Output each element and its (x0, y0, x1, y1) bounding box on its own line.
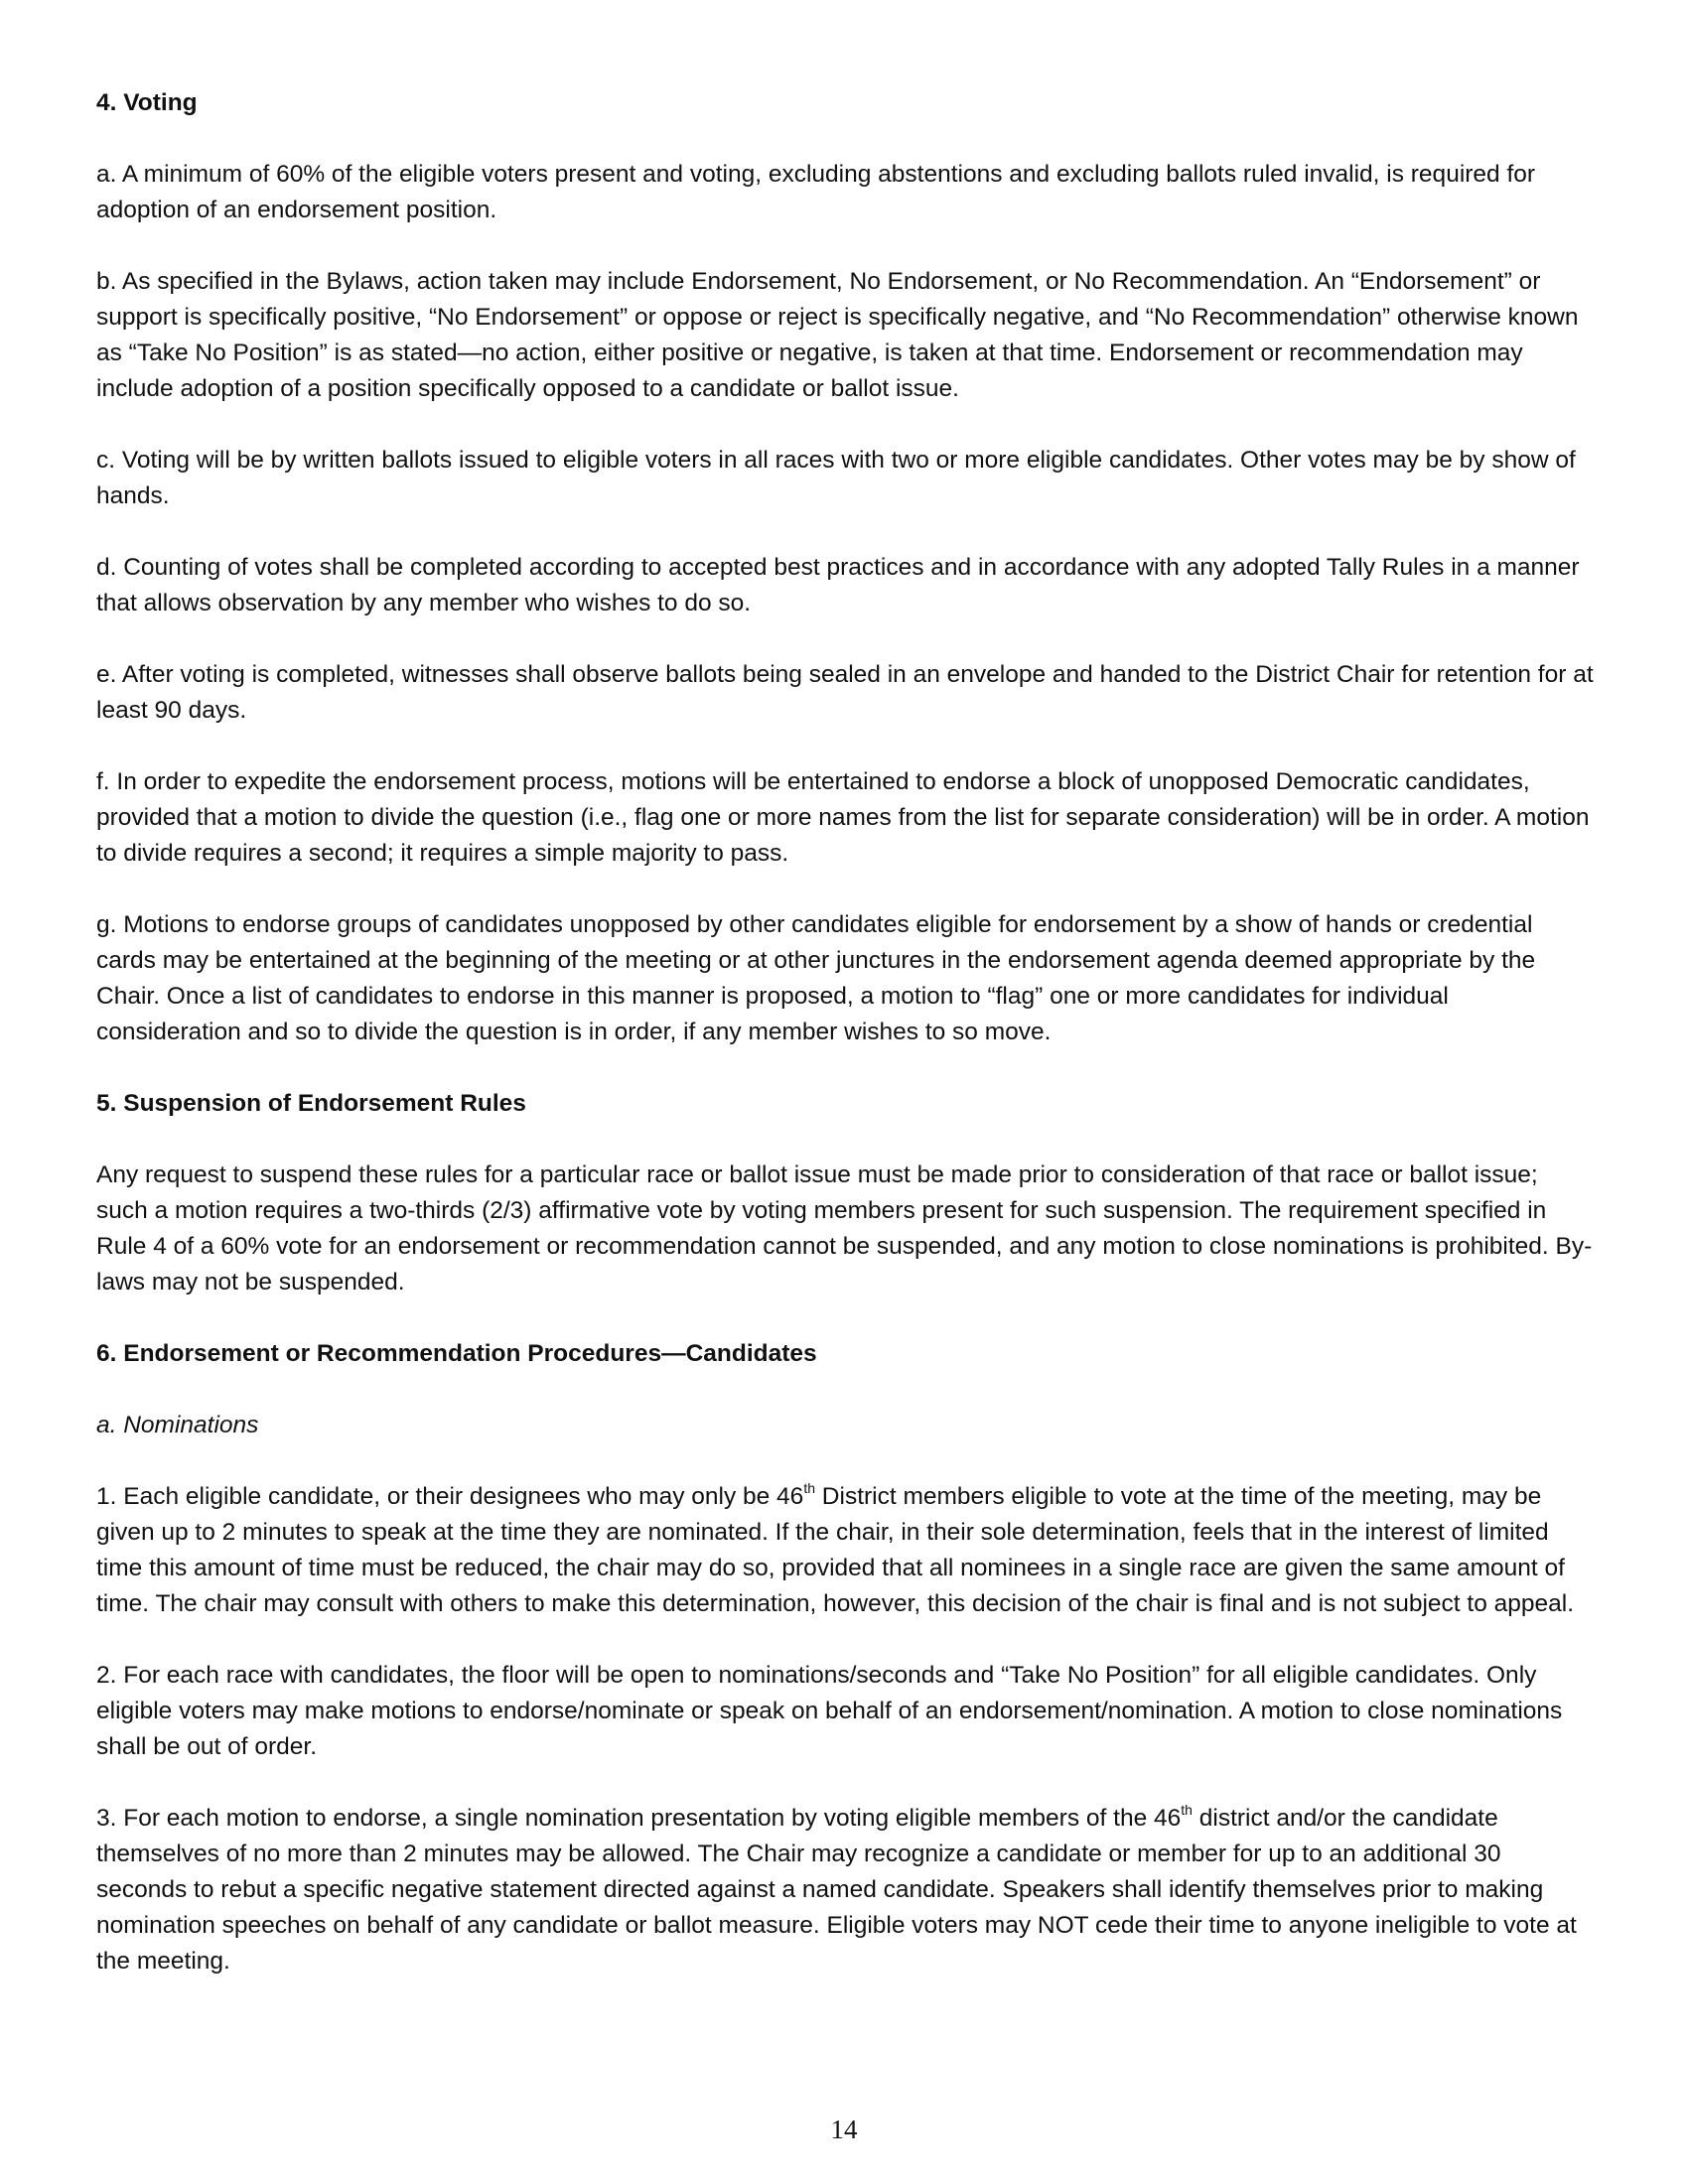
page-number: 14 (830, 2115, 858, 2144)
document-page (96, 85, 1596, 2015)
section-4-paragraph-a: a. A minimum of 60% of the eligible voters present and voting, excluding abstentions and excluding ballots ruled invalid, is required for adoption of an endorsement position. (96, 161, 1536, 223)
section-4-paragraph-b: b. As specified in the Bylaws, action taken may include Endorsement, No Endorsement, or No Recommendation. An “Endorsement” or support is specifically positive, “No Endorsement” or oppose or reject is specifically negative, and “No Recommendation” otherwise known as “Take No Position” is as stated—no action, either positive or negative, is taken at that time. Endorsement or recommendation may include adoption of a position specifically opposed to a candidate or ballot issue. (96, 268, 1579, 402)
item-1-superscript: th (803, 1480, 815, 1496)
section-6-heading: 6. Endorsement or Recommendation Procedures—Candidates (96, 1340, 817, 1367)
section-6-item-1 (96, 1479, 1596, 1622)
section-5-body: Any request to suspend these rules for a particular race or ballot issue must be made prior to consideration of that race or ballot issue; such a motion requires a two-thirds (2/3) affirmative vote by voting members present for such suspension. The requirement specified in Rule 4 of a 60% vote for an endorsement or recommendation cannot be suspended, and any motion to close nominations is prohibited. By-laws may not be suspended. (96, 1161, 1593, 1296)
section-4-paragraph-d: d. Counting of votes shall be completed according to accepted best practices and in accordance with any adopted Tally Rules in a manner that allows observation by any member who wishes to do so. (96, 554, 1580, 616)
section-4-paragraph-g: g. Motions to endorse groups of candidates unopposed by other candidates eligible for endorsement by a show of hands or credential cards may be entertained at the beginning of the meeting or at other junctures in the endorsement agenda deemed appropriate by the Chair. Once a list of candidates to endorse in this manner is proposed, a motion to “flag” one or more candidates for individual consideration and so to divide the question is in order, if any member wishes to so move. (96, 911, 1536, 1045)
section-4-paragraph-e: e. After voting is completed, witnesses shall observe ballots being sealed in an envelope and handed to the District Chair for retention for at least 90 days. (96, 661, 1594, 724)
item-3-superscript: th (1181, 1802, 1193, 1818)
section-4-paragraph-c: c. Voting will be by written ballots issued to eligible voters in all races with two or more eligible candidates. Other votes may be by show of hands. (96, 447, 1576, 509)
section-6-subheading-nominations: a. Nominations (96, 1412, 259, 1438)
item-3-text-start: 3. For each motion to endorse, a single nomination presentation by voting eligible members of the 46 (96, 1805, 1182, 1832)
section-6-item-3 (96, 1801, 1596, 1979)
item-3-text-end: district and/or the candidate themselves of no more than 2 minutes may be allowed. The Chair may recognize a candidate or member for up to an additional 30 seconds to rebut a specific negative statement directed against a named candidate. Speakers shall identify themselves prior to making nomination speeches on behalf of any candidate or ballot measure. Eligible voters may NOT cede their time to anyone ineligible to vote at the meeting. (96, 1805, 1577, 1975)
section-4-paragraph-f: f. In order to expedite the endorsement process, motions will be entertained to endorse a block of unopposed Democratic candidates, provided that a motion to divide the question (i.e., flag one or more names from the list for separate consideration) will be in order. A motion to divide requires a second; it requires a simple majority to pass. (96, 768, 1590, 867)
item-1-text-start: 1. Each eligible candidate, or their designees who may only be 46 (96, 1483, 804, 1510)
section-6-item-2: 2. For each race with candidates, the floor will be open to nominations/seconds and “Take No Position” for all eligible candidates. Only eligible voters may make motions to endorse/nominate or speak on behalf of an endorsement/nomination. A motion to close nominations shall be out of order. (96, 1662, 1563, 1760)
section-4-heading: 4. Voting (96, 89, 198, 116)
item-1-text-end: District members eligible to vote at the time of the meeting, may be given up to 2 minutes to speak at the time they are nominated. If the chair, in their sole determination, feels that in the interest of limited time this amount of time must be reduced, the chair may do so, provided that all nominees in a single race are given the same amount of time. The chair may consult with others to make this determination, however, this decision of the chair is final and is not subject to appeal. (96, 1483, 1575, 1617)
section-5-heading: 5. Suspension of Endorsement Rules (96, 1090, 526, 1117)
